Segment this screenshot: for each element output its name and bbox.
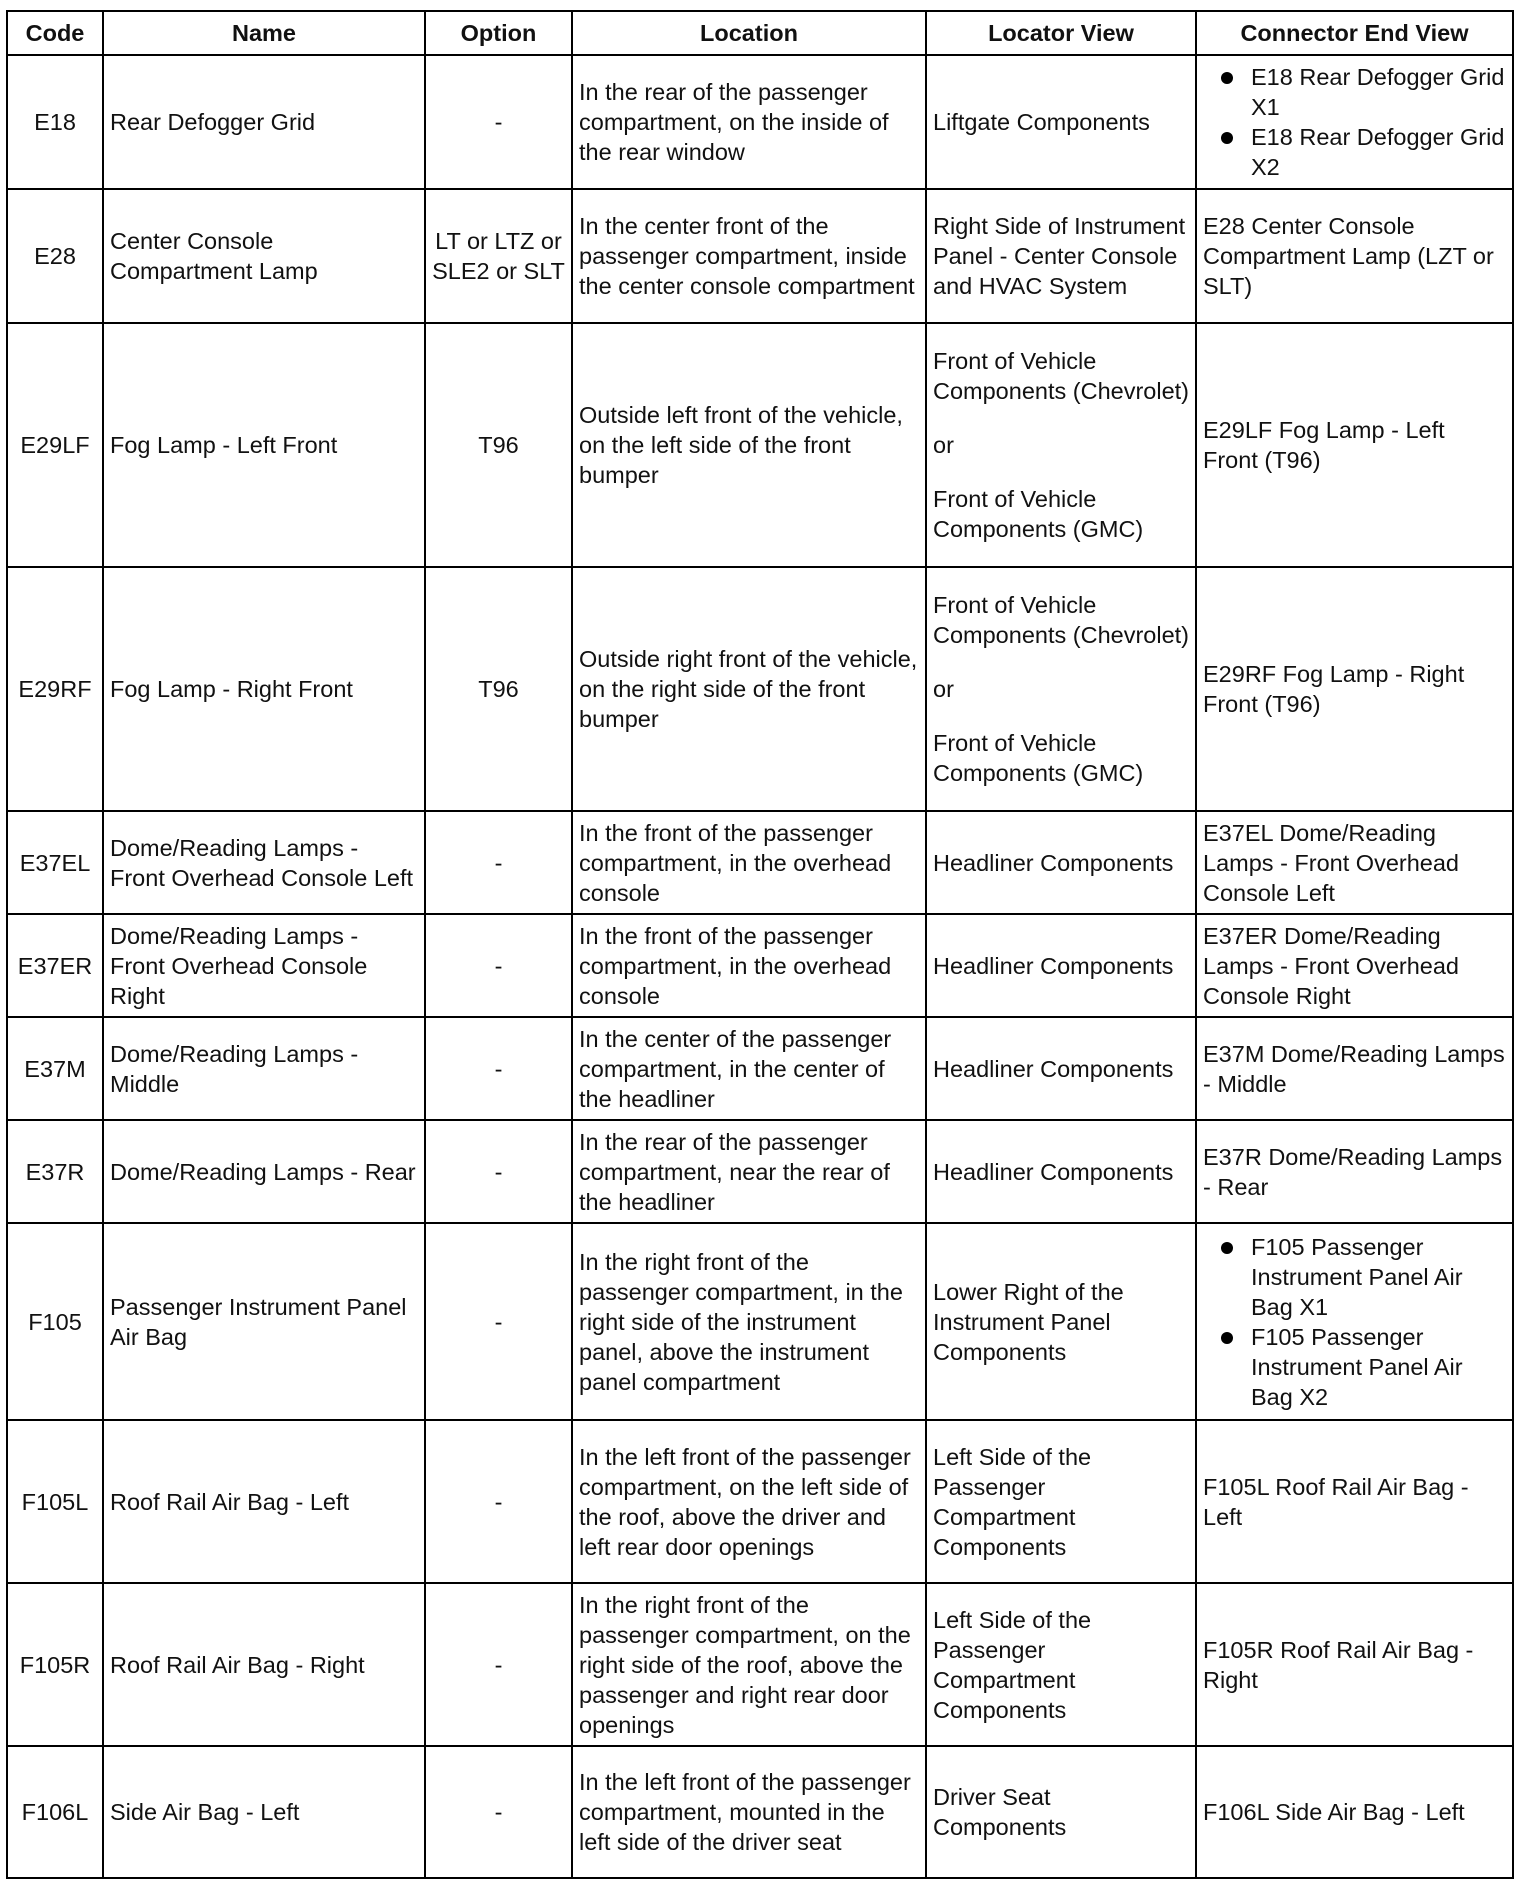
- cell-name: Roof Rail Air Bag - Left: [103, 1420, 425, 1583]
- cell-connector-end-view[interactable]: [1196, 1420, 1513, 1583]
- cell-option: LT or LTZ or SLE2 or SLT: [425, 189, 572, 323]
- cell-connector-end-view[interactable]: [1196, 323, 1513, 567]
- cell-option: -: [425, 914, 572, 1017]
- table-row: [7, 914, 1513, 1017]
- cell-name: Dome/Reading Lamps - Front Overhead Console Left: [103, 811, 425, 914]
- connector-link[interactable]: E37M Dome/Reading Lamps - Middle: [1203, 1040, 1505, 1097]
- table-row: [7, 811, 1513, 914]
- header-location: Location: [572, 11, 926, 55]
- cell-location: In the right front of the passenger compartment, in the right side of the instrument panel, above the instrument panel compartment: [572, 1223, 926, 1420]
- cell-locator-view[interactable]: [926, 567, 1196, 811]
- cell-name: Center Console Compartment Lamp: [103, 189, 425, 323]
- cell-code: F105: [7, 1223, 103, 1420]
- connector-item[interactable]: E18 Rear Defogger Grid X1: [1251, 64, 1505, 120]
- locator-or: or: [933, 676, 954, 702]
- cell-locator-view[interactable]: [926, 189, 1196, 323]
- cell-name: Side Air Bag - Left: [103, 1746, 425, 1878]
- connector-link[interactable]: E29RF Fog Lamp - Right Front (T96): [1203, 661, 1465, 717]
- cell-option: -: [425, 1746, 572, 1878]
- connector-link[interactable]: F105L Roof Rail Air Bag - Left: [1203, 1473, 1469, 1530]
- connector-item[interactable]: F105 Passenger Instrument Panel Air Bag X2: [1251, 1322, 1506, 1412]
- cell-connector-end-view[interactable]: [1196, 567, 1513, 811]
- cell-location: In the front of the passenger compartment, in the overhead console: [572, 914, 926, 1017]
- table-row: [7, 1223, 1513, 1420]
- header-connector-end-view: Connector End View: [1196, 11, 1513, 55]
- cell-name: Roof Rail Air Bag - Right: [103, 1583, 425, 1746]
- connector-item[interactable]: E18 Rear Defogger Grid X2: [1251, 124, 1505, 180]
- table-row: [7, 567, 1513, 811]
- locator-view-link[interactable]: Headliner Components: [933, 1055, 1174, 1082]
- locator-view-link[interactable]: Left Side of the Passenger Compartment Components: [933, 1606, 1092, 1723]
- header-row: [7, 11, 1513, 55]
- cell-connector-end-view[interactable]: [1196, 189, 1513, 323]
- cell-location: In the rear of the passenger compartment, on the inside of the rear window: [572, 55, 926, 189]
- header-locator-view: Locator View: [926, 11, 1196, 55]
- cell-locator-view[interactable]: [926, 811, 1196, 914]
- locator-view-link[interactable]: Front of Vehicle Components (Chevrolet): [933, 592, 1189, 648]
- cell-connector-end-view[interactable]: [1196, 1120, 1513, 1223]
- locator-view-link[interactable]: Driver Seat Components: [933, 1784, 1067, 1840]
- connector-link[interactable]: E29LF Fog Lamp - Left Front (T96): [1203, 417, 1445, 473]
- table-row: [7, 323, 1513, 567]
- cell-option: T96: [425, 323, 572, 567]
- locator-view-link[interactable]: Headliner Components: [933, 952, 1174, 979]
- cell-code: E37M: [7, 1017, 103, 1120]
- cell-name: Passenger Instrument Panel Air Bag: [103, 1223, 425, 1420]
- cell-code: E37R: [7, 1120, 103, 1223]
- cell-location: In the front of the passenger compartment, in the overhead console: [572, 811, 926, 914]
- cell-code: E37ER: [7, 914, 103, 1017]
- cell-locator-view[interactable]: [926, 1223, 1196, 1420]
- cell-locator-view[interactable]: [926, 323, 1196, 567]
- cell-code: E29RF: [7, 567, 103, 811]
- locator-spacer: [933, 704, 1189, 728]
- table-row: [7, 55, 1513, 189]
- cell-connector-end-view[interactable]: [1196, 1583, 1513, 1746]
- locator-view-link[interactable]: Left Side of the Passenger Compartment Components: [933, 1443, 1092, 1560]
- locator-view-link[interactable]: Right Side of Instrument Panel - Center Console and HVAC System: [933, 213, 1186, 299]
- cell-option: -: [425, 1420, 572, 1583]
- cell-location: Outside left front of the vehicle, on the left side of the front bumper: [572, 323, 926, 567]
- cell-code: F105L: [7, 1420, 103, 1583]
- header-code: Code: [7, 11, 103, 55]
- connector-link[interactable]: F106L Side Air Bag - Left: [1203, 1799, 1465, 1825]
- cell-locator-view[interactable]: [926, 1017, 1196, 1120]
- table-row: [7, 1746, 1513, 1878]
- cell-location: Outside right front of the vehicle, on the right side of the front bumper: [572, 567, 926, 811]
- cell-locator-view[interactable]: [926, 1420, 1196, 1583]
- cell-locator-view[interactable]: [926, 1746, 1196, 1878]
- connector-item[interactable]: F105 Passenger Instrument Panel Air Bag X1: [1251, 1232, 1506, 1322]
- table-row: [7, 1120, 1513, 1223]
- cell-name: Fog Lamp - Left Front: [103, 323, 425, 567]
- connector-link[interactable]: F105R Roof Rail Air Bag - Right: [1203, 1636, 1474, 1693]
- cell-connector-end-view: [1196, 1223, 1513, 1420]
- cell-option: T96: [425, 567, 572, 811]
- locator-spacer: [933, 650, 1189, 674]
- header-option: Option: [425, 11, 572, 55]
- connector-link[interactable]: E37EL Dome/Reading Lamps - Front Overhead Console Left: [1203, 819, 1459, 906]
- locator-view-link[interactable]: Liftgate Components: [933, 109, 1150, 135]
- cell-name: Fog Lamp - Right Front: [103, 567, 425, 811]
- cell-location: In the right front of the passenger compartment, on the right side of the roof, above the passenger and right rear door openings: [572, 1583, 926, 1746]
- cell-connector-end-view[interactable]: [1196, 811, 1513, 914]
- component-locator-table: [6, 10, 1514, 1879]
- cell-connector-end-view[interactable]: [1196, 914, 1513, 1017]
- cell-code: E29LF: [7, 323, 103, 567]
- cell-option: -: [425, 811, 572, 914]
- cell-location: In the rear of the passenger compartment, near the rear of the headliner: [572, 1120, 926, 1223]
- cell-code: E37EL: [7, 811, 103, 914]
- cell-code: E28: [7, 189, 103, 323]
- cell-location: In the center of the passenger compartment, in the center of the headliner: [572, 1017, 926, 1120]
- cell-name: Rear Defogger Grid: [103, 55, 425, 189]
- cell-code: F105R: [7, 1583, 103, 1746]
- locator-view-link[interactable]: Headliner Components: [933, 1158, 1174, 1185]
- locator-view-link[interactable]: Front of Vehicle Components (GMC): [933, 486, 1144, 542]
- cell-location: In the left front of the passenger compartment, mounted in the left side of the driver seat: [572, 1746, 926, 1878]
- connector-link[interactable]: E37ER Dome/Reading Lamps - Front Overhead Console Right: [1203, 922, 1459, 1009]
- cell-locator-view[interactable]: [926, 1583, 1196, 1746]
- cell-locator-view[interactable]: [926, 914, 1196, 1017]
- cell-code: E18: [7, 55, 103, 189]
- table-row: [7, 1017, 1513, 1120]
- cell-name: Dome/Reading Lamps - Front Overhead Console Right: [103, 914, 425, 1017]
- cell-connector-end-view[interactable]: [1196, 1017, 1513, 1120]
- table-row: [7, 189, 1513, 323]
- header-name: Name: [103, 11, 425, 55]
- cell-option: -: [425, 1017, 572, 1120]
- locator-view-link[interactable]: Front of Vehicle Components (Chevrolet): [933, 348, 1189, 404]
- locator-view-link[interactable]: Lower Right of the Instrument Panel Components: [933, 1278, 1124, 1365]
- component-table-container: [6, 10, 1512, 1879]
- locator-view-link[interactable]: Headliner Components: [933, 849, 1174, 876]
- cell-connector-end-view: [1196, 55, 1513, 189]
- cell-location: In the left front of the passenger compartment, on the left side of the roof, above the driver and left rear door openings: [572, 1420, 926, 1583]
- cell-option: -: [425, 1223, 572, 1420]
- cell-option: -: [425, 55, 572, 189]
- table-row: [7, 1583, 1513, 1746]
- cell-location: In the center front of the passenger compartment, inside the center console compartment: [572, 189, 926, 323]
- locator-spacer: [933, 406, 1189, 430]
- connector-list: [1203, 62, 1506, 182]
- cell-connector-end-view[interactable]: [1196, 1746, 1513, 1878]
- cell-locator-view[interactable]: [926, 55, 1196, 189]
- cell-option: -: [425, 1120, 572, 1223]
- cell-code: F106L: [7, 1746, 103, 1878]
- connector-link[interactable]: E37R Dome/Reading Lamps - Rear: [1203, 1143, 1503, 1200]
- locator-or: or: [933, 432, 954, 458]
- cell-name: Dome/Reading Lamps - Rear: [103, 1120, 425, 1223]
- locator-spacer: [933, 460, 1189, 484]
- cell-option: -: [425, 1583, 572, 1746]
- connector-link[interactable]: E28 Center Console Compartment Lamp (LZT or SLT): [1203, 213, 1494, 299]
- cell-locator-view[interactable]: [926, 1120, 1196, 1223]
- connector-list: [1203, 1232, 1506, 1412]
- table-row: [7, 1420, 1513, 1583]
- cell-name: Dome/Reading Lamps - Middle: [103, 1017, 425, 1120]
- locator-view-link[interactable]: Front of Vehicle Components (GMC): [933, 730, 1144, 786]
